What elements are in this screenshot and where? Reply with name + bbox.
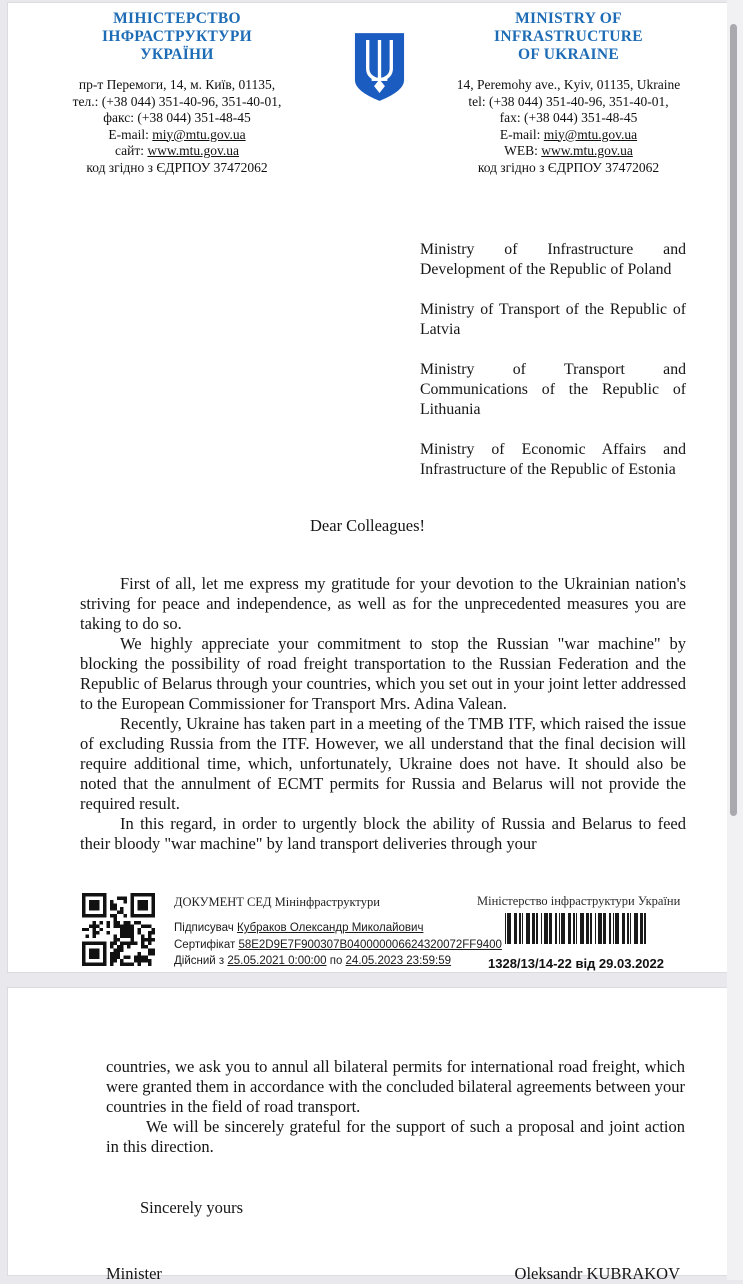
letter-body-page1 <box>8 574 727 854</box>
phone-line: tel: (+38 044) 351-40-96, 351-40-01, <box>468 93 669 109</box>
letterhead-ukrainian <box>12 10 342 176</box>
website-link: www.mtu.gov.ua <box>147 143 240 158</box>
email-label: E-mail: <box>499 126 544 142</box>
address-line: 14, Peremohy ave., Kyiv, 01135, Ukraine <box>456 77 681 92</box>
contact-info-en <box>416 77 721 176</box>
closing-line: Sincerely yours <box>140 1198 244 1217</box>
vertical-scrollbar-track[interactable] <box>727 0 743 1280</box>
edrpou-code: код згідно з ЄДРПОУ 37472062 <box>477 159 660 175</box>
email-label: E-mail: <box>108 126 153 142</box>
certificate-number: 58E2D9E7F900307B040000006624320072FF9400 <box>238 938 502 951</box>
emblem-container <box>342 10 416 176</box>
signer-full-name: Oleksandr KUBRAKOV <box>514 1264 680 1283</box>
digital-signature-stamp <box>82 893 681 971</box>
registration-number: 1328/13/14-22 від 29.03.2022 <box>488 956 664 971</box>
paragraph: We highly appreciate your commitment to stop the Russian "war machine" by blocking the possibility of road freight transportation to the Russian Federation and the Republic of Belarus through your countries, which you set out in your joint letter addressed to the European Commissioner for Transport Mrs. Adina Valean. <box>80 634 686 713</box>
paragraph: We will be sincerely grateful for the support of such a proposal and joint action in this direction. <box>106 1117 685 1156</box>
recipient-latvia: Ministry of Transport of the Republic of Latvia <box>420 301 686 338</box>
email-link: miy@mtu.gov.ua <box>152 126 246 142</box>
valid-from-date: 25.05.2021 0:00:00 <box>227 955 327 967</box>
web-label: сайт: <box>114 143 148 158</box>
qr-code-icon <box>82 893 155 966</box>
certificate-label: Сертифікат <box>174 938 239 951</box>
barcode-icon <box>505 913 647 944</box>
recipient-lithuania: Ministry of Transport and Communications of the Republic of Lithuania <box>420 361 686 418</box>
title-line: МІНІСТЕРСТВО <box>113 10 241 27</box>
letterhead-english <box>416 10 721 176</box>
ukraine-trident-emblem-icon <box>352 31 407 104</box>
contact-info-ua <box>12 77 342 176</box>
signer-line <box>174 920 471 937</box>
letterhead <box>8 3 727 176</box>
ministry-stamp-label: Міністерство інфраструктури України <box>477 894 681 908</box>
paragraph: In this regard, in order to urgently block the ability of Russia and Belarus to feed their bloody "war machine" by land transport deliveries through your <box>80 814 686 853</box>
validity-label: Дійсний з <box>174 955 228 967</box>
validity-separator: по <box>326 955 346 967</box>
website-line <box>416 143 721 160</box>
title-line: ІНФРАСТРУКТУРИ <box>102 28 252 45</box>
website-line <box>12 143 342 160</box>
address-line: пр-т Перемоги, 14, м. Київ, 01135, <box>78 77 276 92</box>
fax-line: факс: (+38 044) 351-48-45 <box>103 110 251 125</box>
sed-document-label: ДОКУМЕНТ СЕД Мінінфраструктури <box>174 895 380 909</box>
signer-label: Підписувач <box>174 922 237 934</box>
title-line: MINISTRY OF <box>515 10 622 27</box>
signature-row <box>106 1264 680 1284</box>
email-link: miy@mtu.gov.ua <box>543 126 638 142</box>
web-label: WEB: <box>504 143 542 158</box>
edrpou-code: код згідно з ЄДРПОУ 37472062 <box>86 159 268 175</box>
paragraph: countries, we ask you to annul all bilateral permits for international road freight, which were granted them in accordance with the concluded bilateral agreements between your countries in the field of road transport. <box>106 1057 685 1116</box>
title-line: УКРАЇНИ <box>140 46 214 63</box>
email-line <box>12 127 342 144</box>
fax-line: fax: (+38 044) 351-48-45 <box>499 110 638 125</box>
phone-line: тел.: (+38 044) 351-40-96, 351-40-01, <box>72 93 282 109</box>
validity-line <box>174 953 471 970</box>
certificate-line <box>174 937 502 954</box>
email-line <box>416 127 721 144</box>
recipients-block <box>420 240 686 480</box>
website-link: www.mtu.gov.ua <box>541 143 633 158</box>
paragraph: Recently, Ukraine has taken part in a meeting of the TMB ITF, which raised the issue of excluding Russia from the ITF. However, we all understand that the final decision will require additional time, which, unfortunately, Ukraine does not have. It should also be noted that the annulment of ECMT permits for Russia and Belarus will not provide the required result. <box>80 714 686 813</box>
title-line: OF UKRAINE <box>517 46 620 63</box>
recipient-poland: Ministry of Infrastructure and Development of the Republic of Poland <box>420 241 686 278</box>
registration-block <box>477 893 681 971</box>
ministry-title-ua <box>12 10 342 64</box>
letter-body-page2 <box>8 988 727 1157</box>
page-2 <box>8 988 727 1283</box>
signer-title: Minister <box>106 1264 162 1283</box>
recipient-estonia: Ministry of Economic Affairs and Infrastructure of the Republic of Estonia <box>420 441 686 478</box>
salutation: Dear Colleagues! <box>310 516 425 535</box>
valid-to-date: 24.05.2023 23:59:59 <box>345 955 452 967</box>
signer-name: Кубраков Олександр Миколайович <box>237 922 424 934</box>
signature-details <box>174 893 502 971</box>
paragraph: First of all, let me express my gratitude for your devotion to the Ukrainian nation's striving for peace and independence, as well as for the unprecedented measures you are taking to do so. <box>80 574 686 633</box>
title-line: INFRASTRUCTURE <box>494 28 643 45</box>
ministry-title-en <box>416 10 721 64</box>
vertical-scrollbar-thumb[interactable] <box>730 24 737 816</box>
page-1 <box>8 3 727 972</box>
